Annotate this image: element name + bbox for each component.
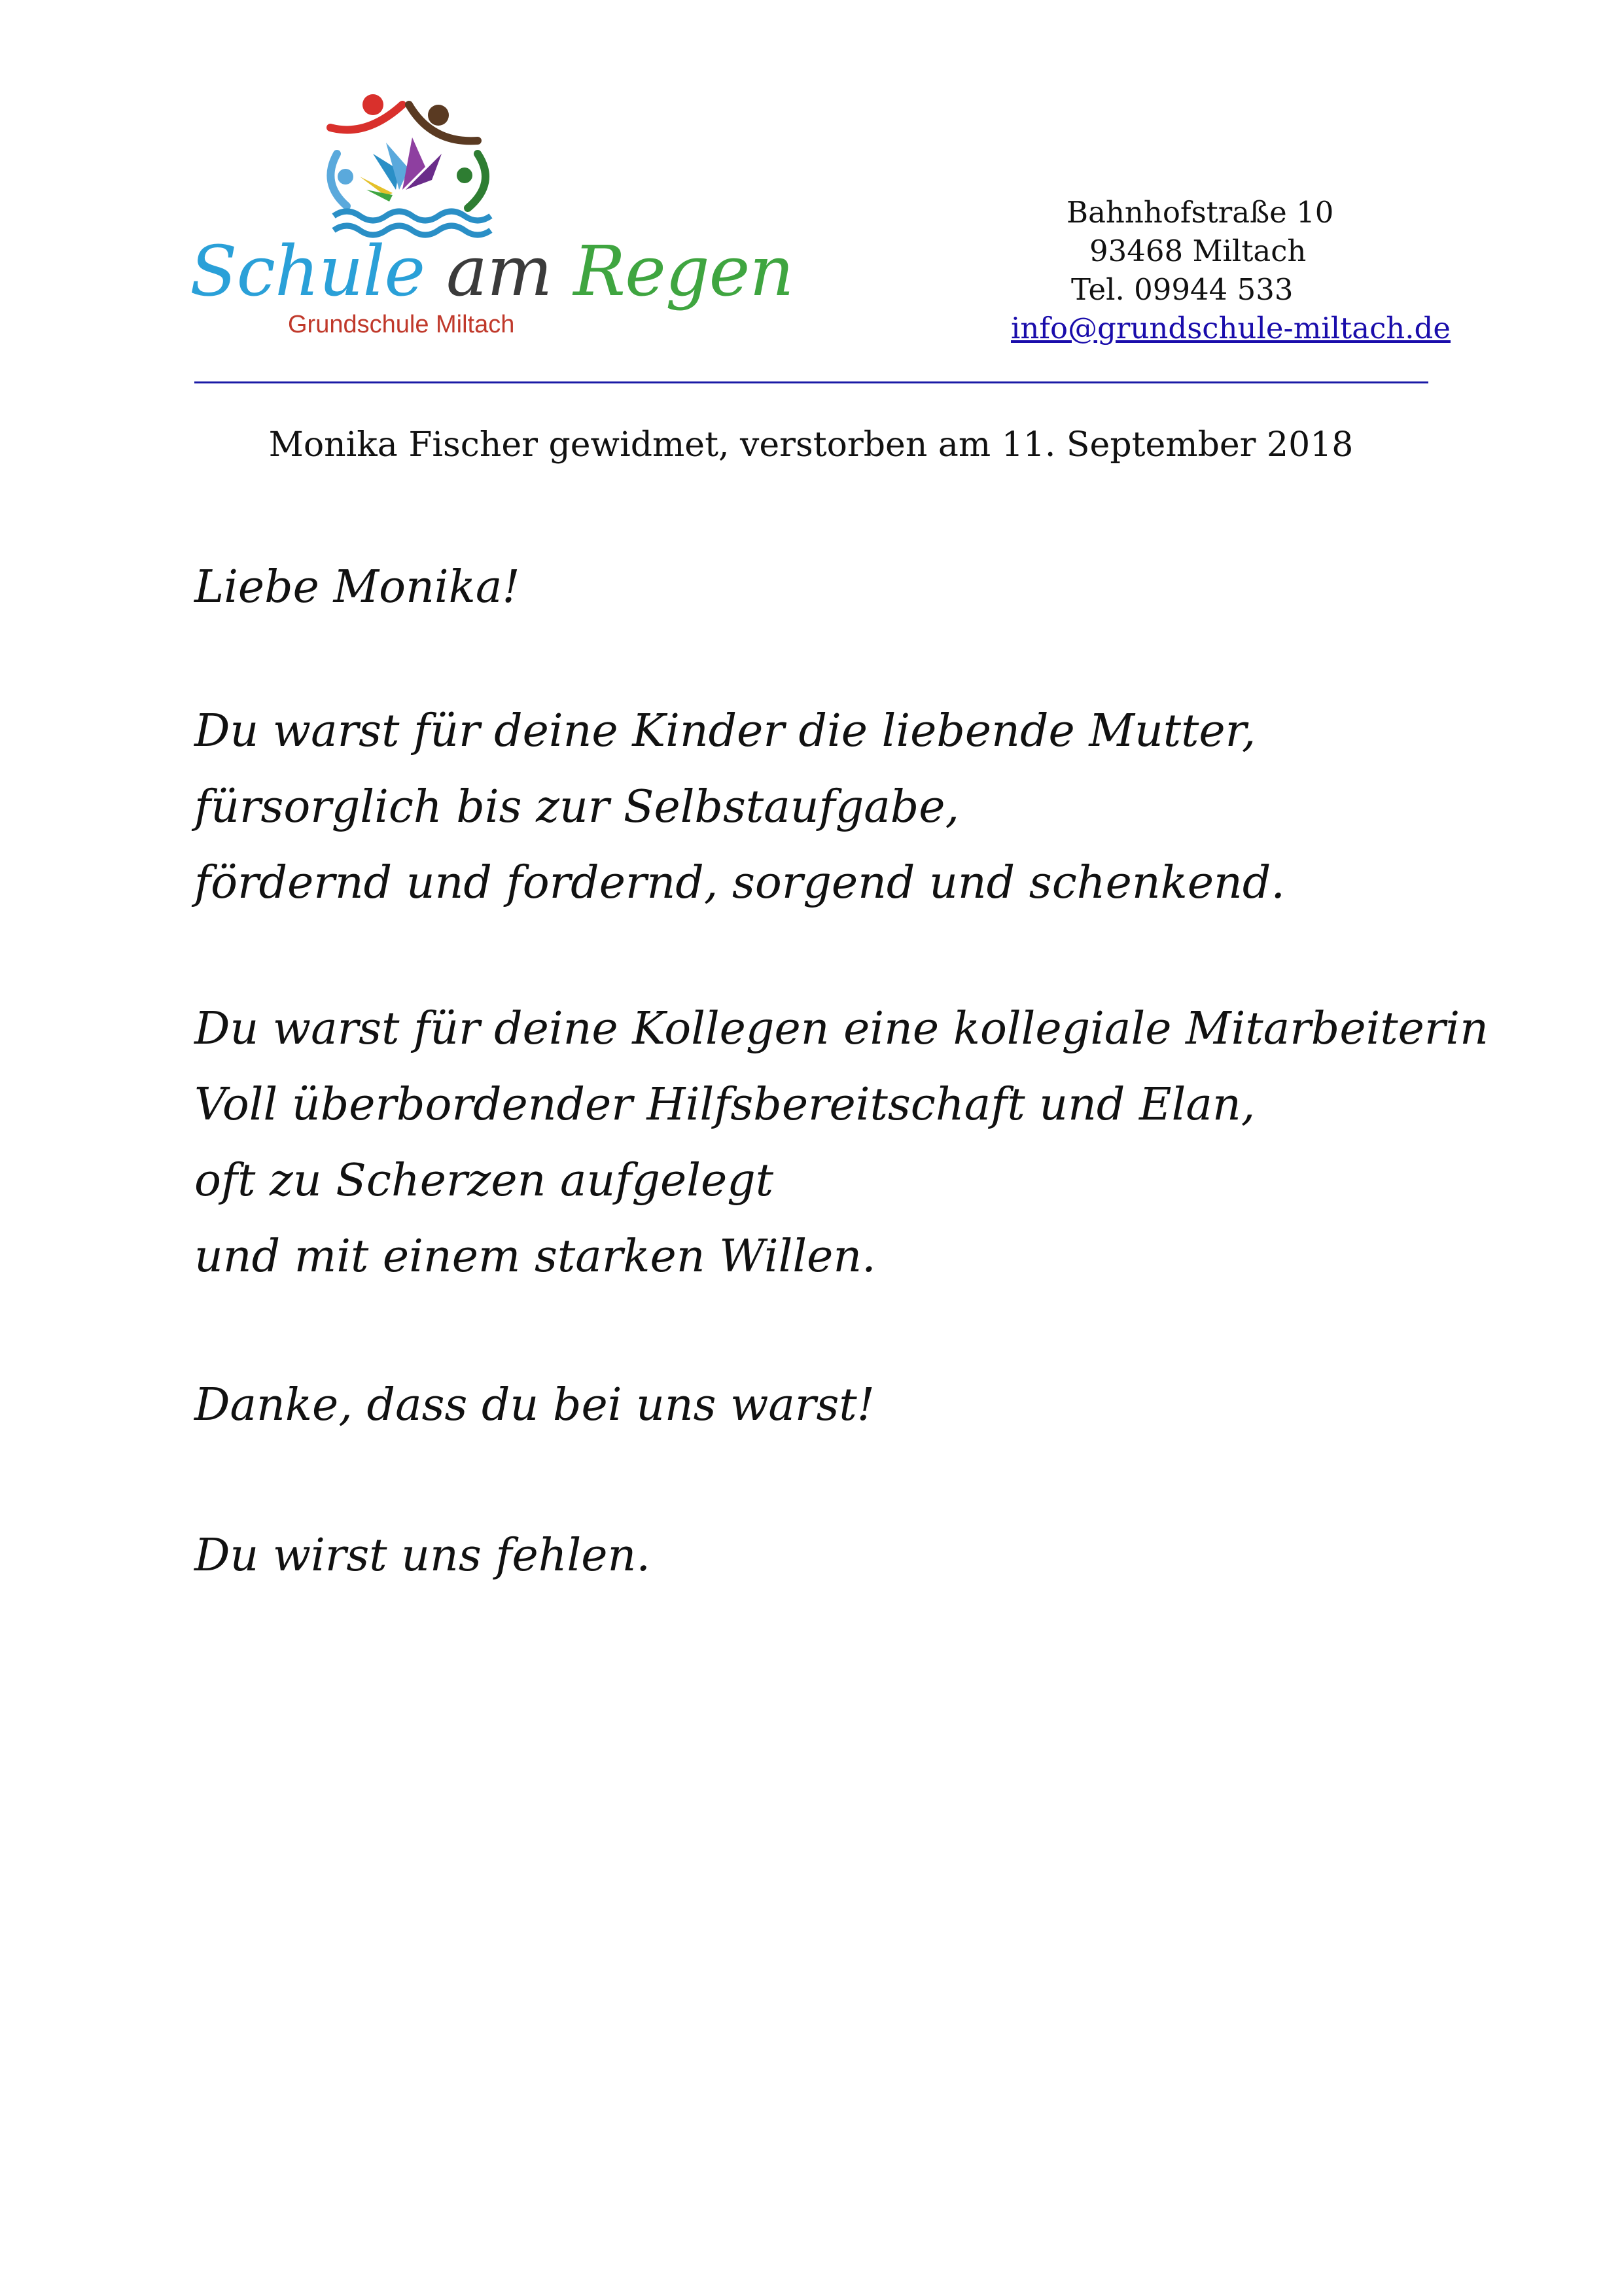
school-subtitle: Grundschule Miltach <box>288 311 515 338</box>
school-name-word-2: am <box>446 231 552 311</box>
address-block <box>955 193 1453 347</box>
email-link[interactable]: info@grundschule-miltach.de <box>1011 311 1451 345</box>
address-street: Bahnhofstraße 10 <box>1067 195 1334 230</box>
dedication-line: Monika Fischer gewidmet, verstorben am 11. September 2018 <box>268 425 1354 465</box>
school-name-word-3: Regen <box>573 231 794 311</box>
header-divider <box>194 381 1428 383</box>
paragraph-2-line: Du warst für deine Kollegen eine kollegiale Mitarbeiterin <box>194 1003 1489 1055</box>
paragraph-2-line: und mit einem starken Willen. <box>194 1231 876 1282</box>
letter-greeting: Liebe Monika! <box>194 561 520 613</box>
letter-paragraph-3: Danke, dass du bei uns warst! <box>194 1379 875 1431</box>
paragraph-2-line: oft zu Scherzen aufgelegt <box>194 1155 774 1207</box>
school-logo <box>190 92 794 347</box>
letter-paragraph-1 <box>194 694 1428 921</box>
address-city: 93468 Miltach <box>1089 234 1307 268</box>
letter-paragraph-4: Du wirst uns fehlen. <box>194 1530 650 1581</box>
paragraph-1-line: fördernd und fordernd, sorgend und schenkend. <box>194 857 1285 909</box>
school-emblem-icon <box>268 92 543 242</box>
paragraph-2-line: Voll überbordender Hilfsbereitschaft und Elan, <box>194 1079 1256 1131</box>
paragraph-1-line: Du warst für deine Kinder die liebende Mutter, <box>194 705 1256 757</box>
school-name-word-1: Schule <box>190 231 425 311</box>
letter-paragraph-2 <box>194 991 1489 1295</box>
school-name <box>190 231 794 311</box>
address-phone: Tel. 09944 533 <box>1071 272 1294 307</box>
paragraph-1-line: fürsorglich bis zur Selbstaufgabe, <box>194 781 960 833</box>
